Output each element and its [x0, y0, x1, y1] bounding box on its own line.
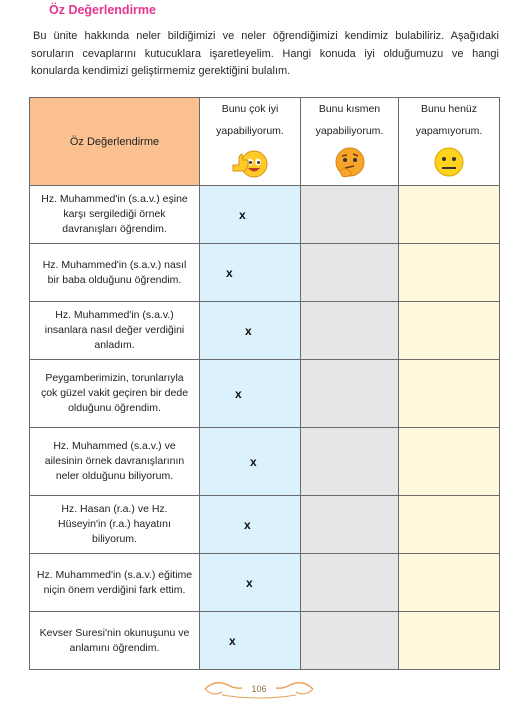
check-mark: x — [229, 633, 236, 648]
table-row — [30, 612, 500, 670]
table-row — [30, 244, 500, 302]
page-title: Öz Değerlendirme — [49, 3, 156, 17]
check-mark: x — [235, 386, 242, 401]
partially-cell[interactable] — [301, 554, 399, 612]
check-mark: x — [244, 517, 251, 532]
partially-cell[interactable] — [301, 612, 399, 670]
column-header-line: yapabiliyorum. — [315, 125, 384, 137]
very-well-cell[interactable] — [200, 612, 301, 670]
table-row — [30, 554, 500, 612]
partially-cell[interactable] — [301, 186, 399, 244]
check-mark: x — [250, 454, 257, 469]
very-well-cell[interactable] — [200, 496, 301, 554]
statement-cell: Hz. Muhammed'in (s.a.v.) eğitime niçin önem verdiğini fark ettim. — [30, 554, 200, 612]
statement-cell: Hz. Hasan (r.a.) ve Hz. Hüseyin'in (r.a.) hayatını biliyorum. — [30, 496, 200, 554]
very-well-cell[interactable] — [200, 554, 301, 612]
not-yet-cell[interactable] — [399, 496, 500, 554]
not-yet-cell[interactable] — [399, 186, 500, 244]
column-header-line: Bunu henüz — [420, 103, 478, 115]
page-number: 106 — [251, 684, 267, 694]
check-mark: x — [239, 207, 246, 222]
check-mark: x — [246, 575, 253, 590]
table-row — [30, 496, 500, 554]
neutral-face-icon — [429, 145, 469, 181]
partially-cell[interactable] — [301, 244, 399, 302]
partially-cell[interactable] — [301, 360, 399, 428]
thumbs-up-smiley-icon — [230, 145, 270, 181]
very-well-cell[interactable] — [200, 244, 301, 302]
table-row — [30, 360, 500, 428]
statement-cell: Kevser Suresi'nin okunuşunu ve anlamını öğrendim. — [30, 612, 200, 670]
column-header-not-yet — [399, 98, 500, 186]
self-assessment-table — [29, 97, 500, 670]
statement-cell: Hz. Muhammed'in (s.a.v.) insanlara nasıl değer verdiğini anladım. — [30, 302, 200, 360]
not-yet-cell[interactable] — [399, 244, 500, 302]
header-self-assessment: Öz Değerlendirme — [30, 98, 200, 186]
statement-cell: Hz. Muhammed'in (s.a.v.) eşine karşı sergilediği örnek davranışları öğrendim. — [30, 186, 200, 244]
intro-paragraph: Bu ünite hakkında neler bildiğimizi ve neler öğrendiğimizi kendimiz bulabiliriz. Aşağıdaki soruların cevaplarını kutucuklara işaretleyelim. Hangi konuda iyi olduğumuzu ve hangi konularda kendimizi geliştirmemiz gerektiğini bulalım. — [31, 30, 499, 77]
column-header-line: Bunu kısmen — [318, 103, 381, 115]
partially-cell[interactable] — [301, 496, 399, 554]
partially-cell[interactable] — [301, 302, 399, 360]
column-header-line: Bunu çok iyi — [221, 103, 279, 115]
check-mark: x — [245, 323, 252, 338]
very-well-cell[interactable] — [200, 360, 301, 428]
table-row — [30, 186, 500, 244]
very-well-cell[interactable] — [200, 428, 301, 496]
statement-cell: Peygamberimizin, torunlarıyla çok güzel vakit geçiren bir dede olduğunu öğrendim. — [30, 360, 200, 428]
not-yet-cell[interactable] — [399, 360, 500, 428]
thinking-face-icon — [330, 145, 370, 181]
very-well-cell[interactable] — [200, 186, 301, 244]
column-header-partially — [301, 98, 399, 186]
partially-cell[interactable] — [301, 428, 399, 496]
statement-cell: Hz. Muhammed'in (s.a.v.) nasıl bir baba olduğunu öğrendim. — [30, 244, 200, 302]
not-yet-cell[interactable] — [399, 554, 500, 612]
column-header-line: yapabiliyorum. — [216, 125, 284, 137]
table-row — [30, 428, 500, 496]
not-yet-cell[interactable] — [399, 428, 500, 496]
table-row — [30, 302, 500, 360]
not-yet-cell[interactable] — [399, 612, 500, 670]
check-mark: x — [226, 265, 233, 280]
very-well-cell[interactable] — [200, 302, 301, 360]
column-header-line: yapamıyorum. — [415, 125, 483, 137]
page-footer — [0, 675, 517, 708]
not-yet-cell[interactable] — [399, 302, 500, 360]
column-header-very-well — [200, 98, 301, 186]
table-header-row — [30, 98, 500, 186]
statement-cell: Hz. Muhammed (s.a.v.) ve ailesinin örnek davranışlarının neler olduğunu biliyorum. — [30, 428, 200, 496]
